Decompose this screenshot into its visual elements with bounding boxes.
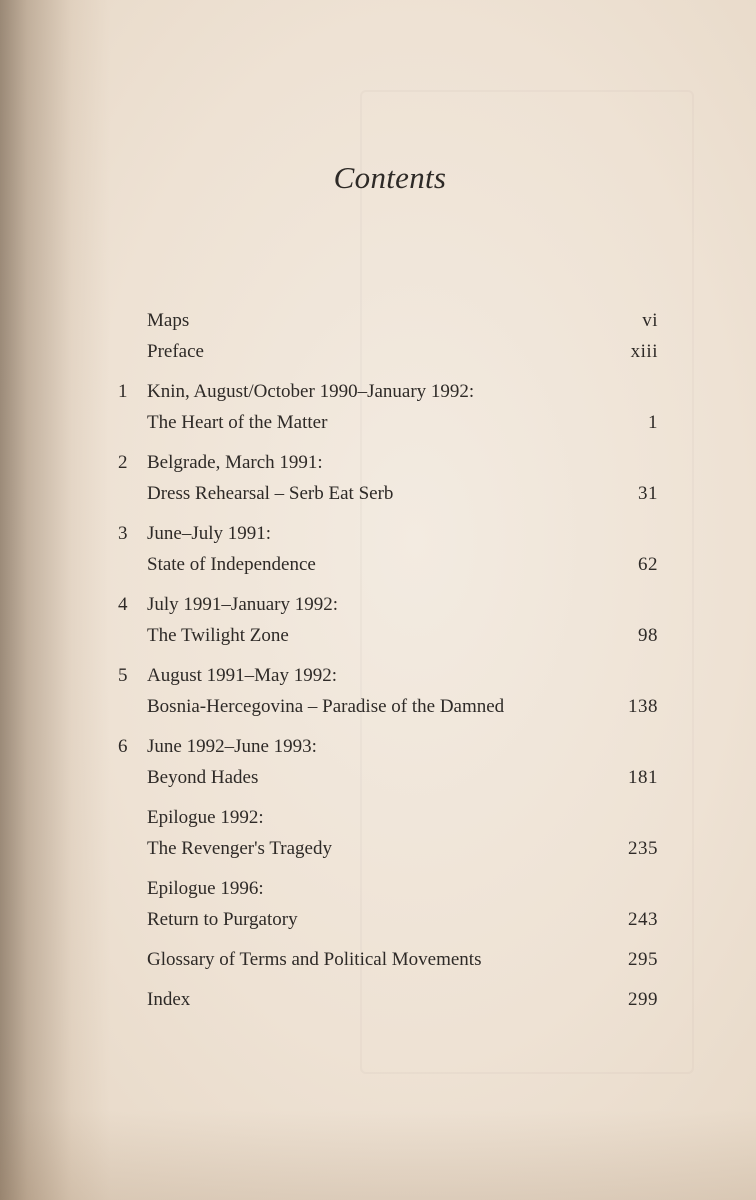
toc-entry-chapter-6 — [118, 731, 658, 793]
entry-title: Knin, August/October 1990–January 1992: — [147, 381, 475, 402]
page-number: vi — [642, 310, 658, 331]
page-number: 243 — [628, 909, 658, 930]
entry-title: June 1992–June 1993: — [147, 736, 317, 757]
toc-line — [118, 984, 658, 1015]
toc-line — [118, 518, 658, 549]
toc-entry-chapter-3 — [118, 518, 658, 580]
toc-line — [118, 904, 658, 935]
toc-line — [118, 944, 658, 975]
page-title: Contents — [333, 160, 447, 195]
page-number: 235 — [628, 838, 658, 859]
toc-entry-chapter-4 — [118, 589, 658, 651]
chapter-number: 6 — [118, 736, 128, 757]
entry-title: Maps — [147, 310, 190, 331]
toc-line — [118, 620, 658, 651]
toc-entry-chapter-1 — [118, 376, 658, 438]
toc-line — [118, 589, 658, 620]
page-number: 1 — [648, 412, 658, 433]
toc-entry-epilogue-1996 — [118, 873, 658, 935]
toc-entry-glossary — [118, 944, 658, 975]
chapter-number: 3 — [118, 523, 128, 544]
entry-title: June–July 1991: — [147, 523, 272, 544]
toc-line — [118, 478, 658, 509]
bottom-shade — [0, 1110, 756, 1200]
page-number: 299 — [628, 989, 658, 1010]
entry-subtitle: Beyond Hades — [147, 767, 259, 788]
toc-line — [118, 731, 658, 762]
toc-line — [118, 447, 658, 478]
toc-line — [118, 802, 658, 833]
toc-line — [118, 873, 658, 904]
page-number: xiii — [630, 341, 658, 362]
toc-line — [118, 376, 658, 407]
entry-title: Glossary of Terms and Political Movements — [147, 949, 482, 970]
page-number: 31 — [638, 483, 658, 504]
toc-entry-index — [118, 984, 658, 1015]
page-number: 98 — [638, 625, 658, 646]
entry-title: August 1991–May 1992: — [147, 665, 337, 686]
entry-subtitle: The Heart of the Matter — [147, 412, 328, 433]
toc-line — [118, 407, 658, 438]
entry-title: Index — [147, 989, 191, 1010]
entry-subtitle: Return to Purgatory — [147, 909, 298, 930]
toc-line — [118, 660, 658, 691]
page-number: 181 — [628, 767, 658, 788]
page-number: 295 — [628, 949, 658, 970]
entry-title: Belgrade, March 1991: — [147, 452, 323, 473]
entry-subtitle: State of Independence — [147, 554, 316, 575]
toc-line — [118, 833, 658, 864]
entry-subtitle: Dress Rehearsal – Serb Eat Serb — [147, 483, 394, 504]
toc-line — [118, 691, 658, 722]
entry-title: Epilogue 1996: — [147, 878, 264, 899]
chapter-number: 2 — [118, 452, 128, 473]
toc-line — [118, 549, 658, 580]
toc-entry-epilogue-1992 — [118, 802, 658, 864]
toc-entry-preface — [118, 336, 658, 367]
toc-line — [118, 336, 658, 367]
entry-title: Preface — [147, 341, 204, 362]
entry-subtitle: The Revenger's Tragedy — [147, 838, 332, 859]
toc-entry-chapter-5 — [118, 660, 658, 722]
toc-entry-maps — [118, 305, 658, 336]
page-number: 62 — [638, 554, 658, 575]
toc-line — [118, 762, 658, 793]
toc-line — [118, 305, 658, 336]
entry-subtitle: The Twilight Zone — [147, 625, 289, 646]
entry-title: July 1991–January 1992: — [147, 594, 339, 615]
chapter-number: 5 — [118, 665, 128, 686]
page-number: 138 — [628, 696, 658, 717]
chapter-number: 4 — [118, 594, 128, 615]
toc-entry-chapter-2 — [118, 447, 658, 509]
entry-title: Epilogue 1992: — [147, 807, 264, 828]
chapter-number: 1 — [118, 381, 128, 402]
entry-subtitle: Bosnia-Hercegovina – Paradise of the Damned — [147, 696, 505, 717]
table-of-contents — [118, 305, 658, 1015]
